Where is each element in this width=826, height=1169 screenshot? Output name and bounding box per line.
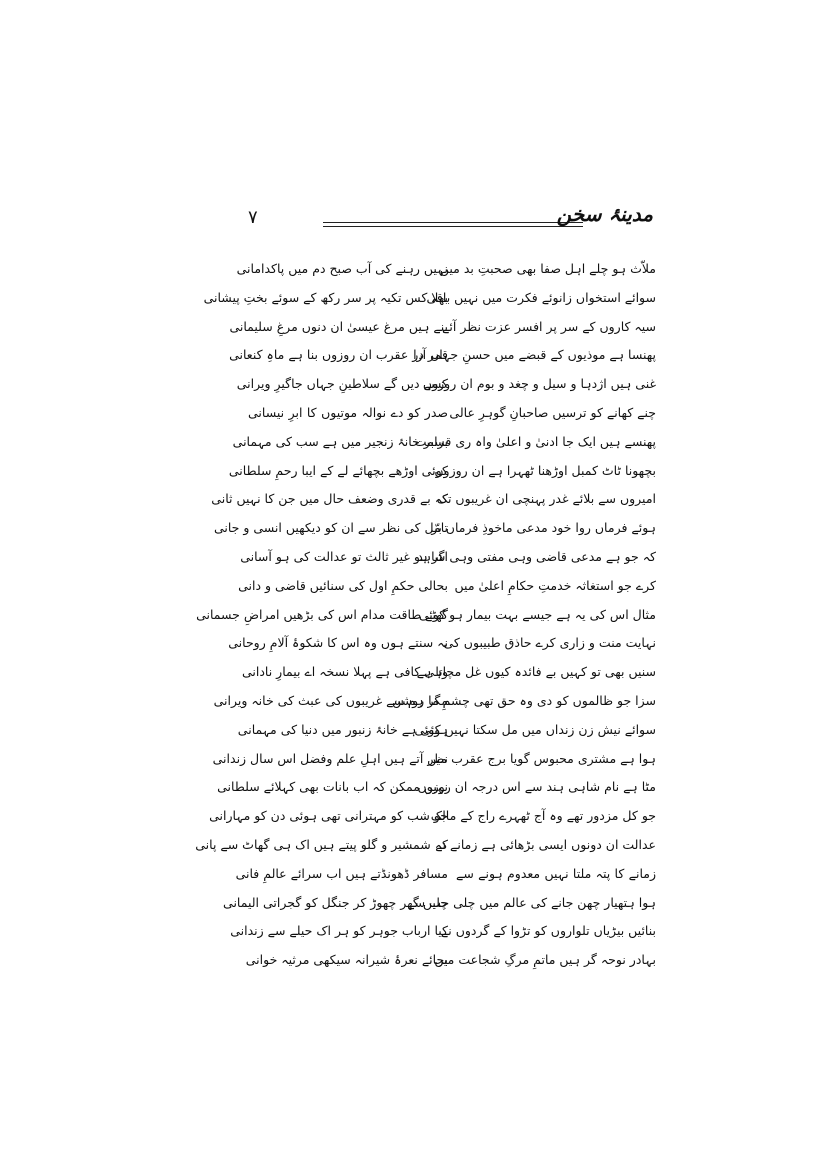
verse-line: جو کل مزدور تھے وہ آج ٹھہرے راج کے مالک	[430, 808, 656, 824]
verse-line: کہ جو ہے مدعی قاضی وہی مفتی وہی شاہد	[417, 548, 656, 564]
verse-line: کرے جو استغاثہ خدمتِ حکامِ اعلیٰ میں	[454, 577, 656, 593]
verse-line: چنے کھانے کو ترسیں صاحبانِ گوہرِ عالی	[449, 404, 656, 420]
verse-line: برابر خانۂ زنجیر میں ہے سب کی مہمانی	[232, 433, 448, 449]
verse-line: امیروں سے بلائے غدر پہنچی ان غریبوں تک	[436, 491, 656, 507]
verse-line: بجائے نعرۂ شیرانہ سیکھی مرثیہ خوانی	[245, 952, 448, 968]
verse-line: وہی کافی ہے پہلا نسخہ اے بیمارِ نادانی	[241, 664, 448, 680]
verse-line: بچھونا ٹاٹ کمبل اوڑھنا ٹھہرا ہے ان روزوں	[434, 462, 656, 478]
verse-line: نہایت منت و زاری کرے حاذق طبیبوں کی	[443, 635, 656, 651]
verse-line: ہوا ہتھیار چھن جانے کی عالم میں چلی جب سے	[407, 894, 656, 910]
verse-line: غنی ہیں اژدہا و سیل و چغد و بوم ان روزوں	[422, 376, 656, 392]
page-number: ۷	[248, 207, 258, 228]
verse-line: کیا ارباب جوہر کو ہر اک حیلے سے زندانی	[230, 923, 448, 939]
verse-line: عدالت ان دونوں ایسی بڑھائی ہے زمانے نے	[435, 836, 656, 852]
verse-line: گھٹے طاقت مدام اس کی بڑھیں امراضِ جسمانی	[196, 606, 448, 622]
verse-line: کسے دیں گے سلاطینِ جہاں جاگیرِ ویرانی	[236, 376, 448, 392]
verse-line: بھلا کس تکیہ پر سر رکھ کے سوئے بختِ پیشانی	[203, 289, 448, 305]
verse-line: تامّل کی نظر سے ان کو دیکھیں انسی و جانی	[213, 520, 448, 536]
verse-line: بحالی حکمِ اول کی سنائیں قاضی و دانی	[238, 577, 448, 593]
verse-line: قمر در عقرب ان روزوں بنا ہے ماہِ کنعانی	[229, 347, 448, 363]
verse-line: جو شب کو مہترانی تھی ہوئی دن کو مہارانی	[209, 808, 448, 824]
verse-line: مگر ہم سے غریبوں کی عبث کی خانہ ویرانی	[213, 692, 448, 708]
verse-line: ملاّث ہو چلے اہل صفا بھی صحبتِ بد میں	[439, 261, 656, 276]
verse-line: مسافر ڈھونڈتے ہیں اب سرائے عالمِ فانی	[235, 865, 448, 881]
verse-line: پھنسا ہے موذیوں کے قبضے میں حسنِ جہاں آرا	[413, 347, 656, 363]
running-title: مدینۂ سخن	[556, 202, 653, 226]
verse-line: زمانے کا پتہ ملتا نہیں معدوم ہونے سے	[456, 865, 656, 881]
poem-column-left	[195, 255, 448, 975]
verse-line: ہوئی ہے خانۂ زنبور میں دنیا کی مہمانی	[237, 721, 448, 737]
verse-line: چلیں گھر چھوڑ کر جنگل کو گجراتی الیمانی	[223, 894, 448, 910]
verse-line: ہوا ہے مشتری محبوس گویا برج عقرب میں	[427, 750, 656, 766]
verse-line: مثال اس کی یہ ہے جیسے بہت بیمار ہو کوئی	[418, 606, 656, 622]
verse-line: سوائے نیش زن زنداں میں مل سکتا نہیں کوئی	[414, 721, 656, 737]
verse-line: اگر ہو غیر ثالث تو عدالت کی ہو آسانی	[240, 548, 448, 564]
verse-line: کہ شمشیر و گلو پیتے ہیں اک ہی گھاٹ سے پانی	[195, 836, 448, 852]
verse-line: نہیں رہنے کی آب صبح دم میں پاکدامانی	[236, 261, 448, 276]
verse-line: بہادر نوحہ گر ہیں ماتمِ مرگِ شجاعت میں	[434, 952, 656, 968]
verse-line: سزا جو ظالموں کو دی وہ حق تھی چشمِ ما روشن	[392, 692, 656, 708]
verse-line: نظر آتے ہیں اہلِ علم وفضل اس سال زندانی	[212, 750, 448, 766]
verse-line: سیہ کاروں کے سر پر افسر عزت نظر آئے	[442, 318, 656, 334]
verse-line: کوئی اوڑھے بچھائے لے کے ایبا رحمِ سلطانی	[228, 462, 448, 478]
header-rule	[323, 222, 583, 227]
verse-line: سوائے استخواں زانوئے فکرت میں نہیں باقی	[426, 289, 656, 305]
verse-line: مٹا ہے نام شاہی ہند سے اس درجہ ان روزوں	[417, 779, 656, 795]
verse-line: بنے ہیں مرغ عیسیٰ ان دنوں مرغِ سلیمانی	[229, 318, 448, 334]
verse-line: ہوئے فرماں روا خود مدعی ماخوذِ فرماں بر	[431, 520, 656, 536]
verse-line: نہ سنتے ہوں وہ اس کا شکوۂ آلامِ روحانی	[228, 635, 448, 651]
verse-line: نہیں ممکن کہ اب بانات بھی کہلائے سلطانی	[217, 779, 448, 795]
verse-line: بنائیں بیڑیاں تلواروں کو تڑوا کے گردوں نے	[440, 923, 656, 939]
verse-line: پھنسے ہیں ایک جا ادنیٰ و اعلیٰ واہ ری قسمت	[414, 433, 656, 449]
poem-column-right	[392, 255, 656, 975]
verse-line: صدر کو دے نوالہ موتیوں کا ابرِ نیسانی	[248, 404, 448, 420]
page-header	[248, 200, 653, 240]
verse-line: سنیں بھی تو کہیں بے فائدہ کیوں غل مچاتا ہے	[416, 664, 656, 680]
verse-line: کہ بے قدری وضعف حال میں جن کا نہیں ثانی	[211, 491, 448, 507]
